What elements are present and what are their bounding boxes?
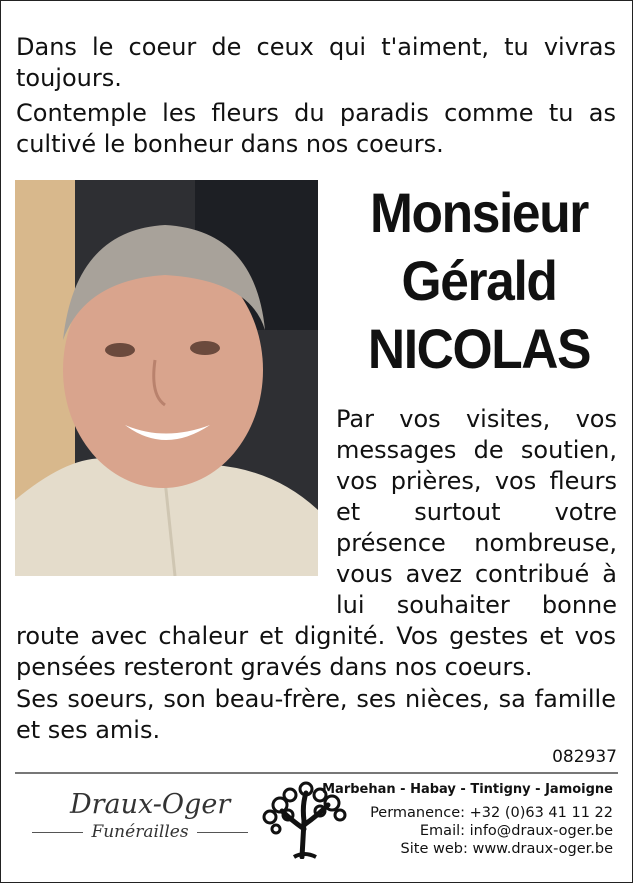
divider: [15, 772, 618, 774]
funeral-home-phone: Permanence: +32 (0)63 41 11 22: [370, 805, 613, 821]
thanks-line: vous avez contribué à: [336, 560, 617, 588]
deceased-last-name: NICOLAS: [367, 317, 591, 380]
funeral-home-website: Site web: www.draux-oger.be: [400, 841, 613, 857]
thanks-line: vos prières, vos fleurs: [336, 467, 617, 495]
funeral-home-locations: Marbehan - Habay - Tintigny - Jamoigne: [322, 782, 613, 797]
thanks-line: messages de soutien,: [336, 436, 617, 464]
thanks-continuation: route avec chaleur et dignité. Vos gestes et vos pensées resteront gravés dans nos coeurs.: [16, 622, 616, 681]
portrait-photo: [15, 180, 318, 576]
reference-number: 082937: [552, 747, 617, 767]
family-signature: Ses soeurs, son beau-frère, ses nièces, sa famille et ses amis.: [16, 685, 616, 744]
thanks-line: et surtout votre: [336, 498, 617, 526]
intro-verse-2: Contemple les fleurs du paradis comme tu as cultivé le bonheur dans nos coeurs.: [16, 99, 616, 158]
logo-line: [32, 832, 83, 833]
deceased-first-name: Gérald: [401, 249, 557, 312]
logo-subtitle-text: Funérailles: [91, 822, 189, 842]
funeral-home-logo-subtitle: [32, 822, 248, 842]
thanks-line: Par vos visites, vos: [336, 405, 617, 433]
thanks-line: présence nombreuse,: [336, 529, 617, 557]
funeral-home-logo-name: Draux-Oger: [70, 789, 231, 820]
thanks-line: lui souhaiter bonne: [336, 591, 617, 619]
intro-verse-1: Dans le coeur de ceux qui t'aiment, tu vivras toujours.: [16, 33, 616, 92]
funeral-home-email: Email: info@draux-oger.be: [419, 823, 613, 839]
deceased-title: Monsieur: [370, 181, 588, 244]
logo-line: [197, 832, 248, 833]
